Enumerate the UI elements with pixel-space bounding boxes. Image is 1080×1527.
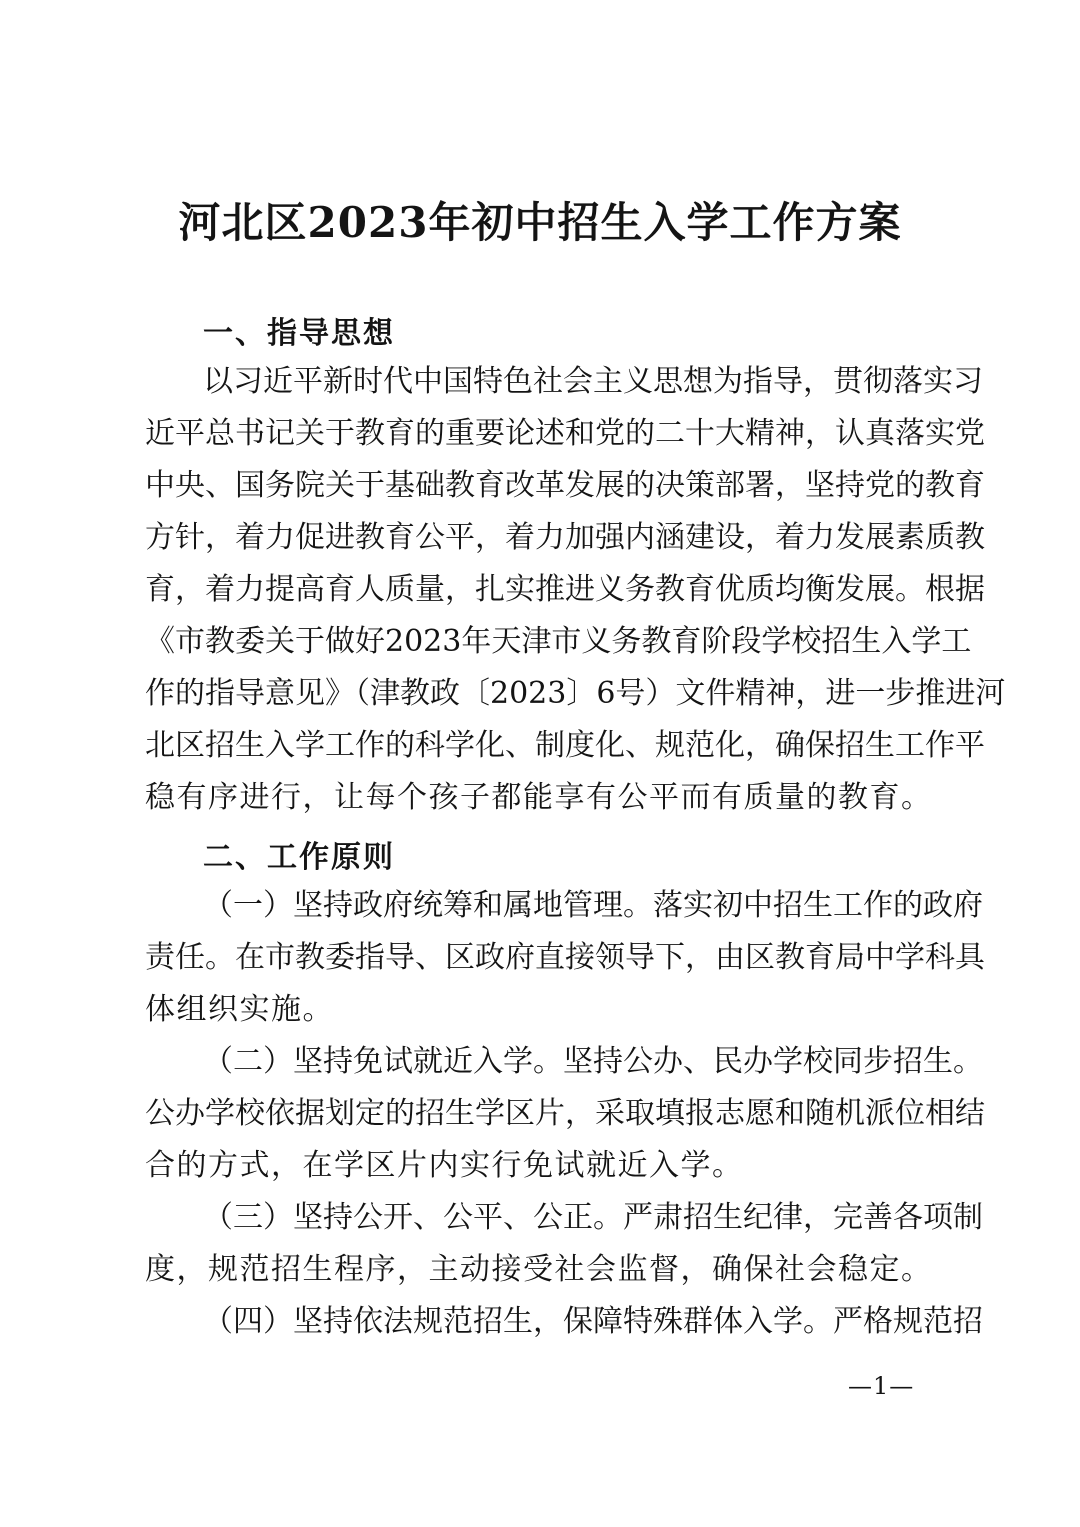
paragraph-line: 合的方式，在学区片内实行免试就近入学。 (145, 1148, 744, 1183)
paragraph-line: 责任。在市教委指导、区政府直接领导下，由区教育局中学科具 (145, 940, 985, 975)
page-number: —1— (848, 1372, 915, 1400)
paragraph-line: 育，着力提高育人质量，扎实推进义务教育优质均衡发展。根据 (145, 572, 985, 607)
paragraph-line: 稳有序进行，让每个孩子都能享有公平而有质量的教育。 (145, 780, 933, 815)
paragraph-line: （四）坚持依法规范招生，保障特殊群体入学。严格规范招 (203, 1304, 983, 1339)
paragraph-line: （一）坚持政府统筹和属地管理。落实初中招生工作的政府 (203, 888, 983, 923)
paragraph-line: （三）坚持公开、公平、公正。严肃招生纪律，完善各项制 (203, 1200, 983, 1235)
paragraph-line: 《市教委关于做好2023年天津市义务教育阶段学校招生入学工 (145, 624, 972, 659)
document-title: 河北区2023年初中招生入学工作方案 (178, 198, 902, 247)
paragraph-line: 体组织实施。 (145, 992, 334, 1027)
paragraph-line: 公办学校依据划定的招生学区片，采取填报志愿和随机派位相结 (145, 1096, 985, 1131)
paragraph-line: （二）坚持免试就近入学。坚持公办、民办学校同步招生。 (203, 1044, 983, 1079)
paragraph-line: 度，规范招生程序，主动接受社会监督，确保社会稳定。 (145, 1252, 933, 1287)
paragraph-line: 近平总书记关于教育的重要论述和党的二十大精神，认真落实党 (145, 416, 985, 451)
paragraph-line: 中央、国务院关于基础教育改革发展的决策部署，坚持党的教育 (145, 468, 985, 503)
section-heading-guiding-ideology: 一、指导思想 (203, 316, 395, 351)
paragraph-line: 作的指导意见》（津教政〔2023〕6号）文件精神，进一步推进河 (145, 676, 1006, 711)
paragraph-line: 方针，着力促进教育公平，着力加强内涵建设，着力发展素质教 (145, 520, 985, 555)
paragraph-line: 以习近平新时代中国特色社会主义思想为指导，贯彻落实习 (203, 364, 983, 399)
section-heading-working-principles: 二、工作原则 (203, 840, 395, 875)
paragraph-line: 北区招生入学工作的科学化、制度化、规范化，确保招生工作平 (145, 728, 985, 763)
